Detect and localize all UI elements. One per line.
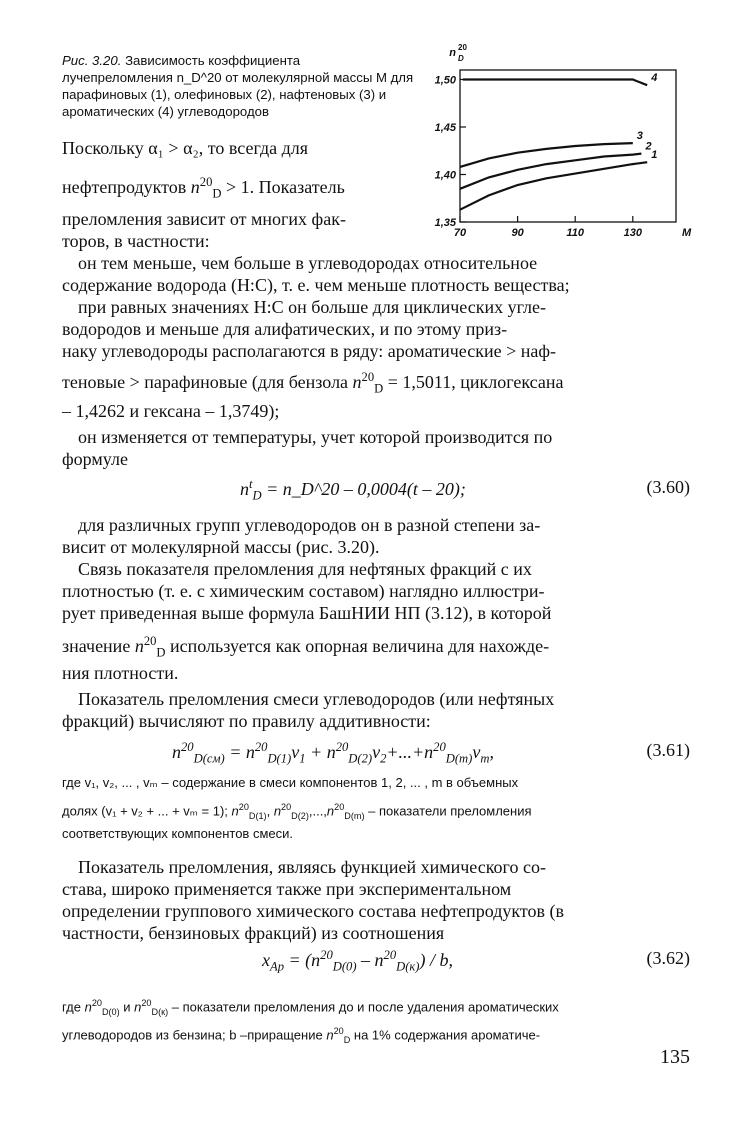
series-label-3: 3 bbox=[636, 130, 643, 143]
text-line: Показатель преломления, являясь функцией химического со- bbox=[78, 857, 546, 877]
y-tick-label: 1,40 bbox=[434, 169, 456, 182]
refraction-chart bbox=[418, 30, 718, 260]
text-line: става, широко применяется также при экспериментальном bbox=[62, 879, 512, 899]
text-line-part: используется как опорная величина для нахожде- bbox=[170, 636, 550, 656]
equation-3-61: $n^{20}_{D(см)} = n^{20}_{D(1)}v_1 + n^{20}_{D(2)}v_2+...+n^{20}_{D(m)}v_m$, bbox=[172, 740, 494, 766]
y-axis-label: n bbox=[449, 47, 456, 59]
text-line-part: теновые > парафиновые (для бензола bbox=[62, 372, 349, 392]
text-line: содержание водорода (Н:С), т. е. чем меньше плотность вещества; bbox=[62, 275, 570, 295]
equation-number: (3.60) bbox=[646, 477, 690, 497]
text-line: – 1,4262 и гексана – 1,3749); bbox=[62, 401, 280, 421]
text-line-part: = 1,5011, циклогексана bbox=[387, 372, 564, 392]
x-tick-label: 130 bbox=[623, 227, 642, 239]
page-number: 135 bbox=[660, 1046, 690, 1068]
series-line-4 bbox=[463, 80, 647, 86]
figure-caption bbox=[62, 52, 414, 120]
text-line: висит от молекулярной массы (рис. 3.20). bbox=[62, 537, 380, 557]
text-line: рует приведенная выше формула БашНИИ НП (3.12), в которой bbox=[62, 603, 552, 623]
text-line-part: – показатели преломления bbox=[368, 803, 532, 819]
text-line: нефтепродуктов $n^{20}_D > 1$. Показатель bbox=[62, 175, 345, 201]
text-line: определении группового химического состава нефтепродуктов (в bbox=[62, 901, 565, 921]
y-tick-label: 1,45 bbox=[434, 122, 456, 134]
text-line: он тем меньше, чем больше в углеводородах относительное bbox=[78, 253, 538, 273]
text-line: Показатель преломления смеси углеводородов (или нефтяных bbox=[78, 689, 555, 709]
text-line: частности, бензиновых фракций) из соотношения bbox=[62, 923, 445, 943]
text-line: плотностью (т. е. с химическим составом) наглядно иллюстри- bbox=[62, 581, 545, 601]
text-line-part: значение bbox=[62, 636, 131, 656]
text-line-part: нефтепродуктов bbox=[62, 177, 187, 197]
text-line: долях (v₁ + v₂ + ... + vₘ = 1); $n^{20}_{D(1)}$, $n^{20}_{D(2)},...,n^{20}_{D(m)}$ – показатели преломления bbox=[62, 802, 532, 821]
x-tick-label: 110 bbox=[566, 227, 584, 239]
text-line: формуле bbox=[62, 449, 128, 469]
equation-3-62: $x_{Ap} = (n^{20}_{D(0)} - n^{20}_{D(к)}) / b$, bbox=[262, 948, 453, 974]
text-line: где v₁, v₂, ... , vₘ – содержание в смеси компонентов 1, 2, ... , m в объемных bbox=[62, 775, 519, 790]
text-line: соответствующих компонентов смеси. bbox=[62, 826, 293, 841]
series-label-4: 4 bbox=[651, 72, 658, 85]
series-label-2: 2 bbox=[645, 140, 652, 153]
text-line: преломления зависит от многих фак- bbox=[62, 209, 346, 229]
equation-number: (3.61) bbox=[646, 740, 690, 760]
figure-caption-text: Зависимость коэффициента лучепреломления n_D^20 от молекулярной массы M для парафиновых (1), олефиновых (2), нафтеновых (3) и ароматических (4) углеводородов bbox=[62, 53, 414, 119]
text-line-part: углеводородов из бензина; b –приращение bbox=[62, 1027, 323, 1043]
x-axis-label: M bbox=[682, 227, 692, 239]
equation-number: (3.62) bbox=[646, 948, 690, 968]
text-line-part: > 1. Показатель bbox=[225, 177, 345, 197]
y-axis-label-sup: 20 bbox=[458, 43, 467, 52]
text-line: он изменяется от температуры, учет которой производится по bbox=[78, 427, 553, 447]
text-line-part: долях (v₁ + v₂ + ... + vₘ = 1); bbox=[62, 803, 228, 819]
text-line: теновые > парафиновые (для бензола $n^{20}_D = 1,5011$, циклогексана bbox=[62, 370, 564, 396]
text-line-part: на 1% содержания ароматиче- bbox=[353, 1027, 541, 1043]
equation-3-60: $n^t_D$ = n_D^20 – 0,0004(t – 20); bbox=[240, 477, 466, 503]
text-line-part: – показатели преломления до и после удаления ароматических bbox=[171, 999, 559, 1015]
text-line: водородов и меньше для алифатических, и по этому приз- bbox=[62, 319, 508, 339]
text-line: при равных значениях Н:С он больше для циклических угле- bbox=[78, 297, 547, 317]
text-line: значение $n^{20}_D$ используется как опорная величина для нахожде- bbox=[62, 634, 550, 660]
text-line: для различных групп углеводородов он в разной степени за- bbox=[78, 515, 541, 535]
y-tick-label: 1,35 bbox=[434, 217, 456, 229]
y-axis-label-sub: D bbox=[458, 54, 464, 63]
text-line: ния плотности. bbox=[62, 663, 179, 683]
text-line: наку углеводороды располагаются в ряду: ароматические > наф- bbox=[62, 341, 556, 361]
series-label-1: 1 bbox=[651, 149, 658, 162]
text-line: фракций) вычисляют по правилу аддитивности: bbox=[62, 711, 431, 731]
text-line: где $n^{20}_{D(0)}$ и $n^{20}_{D(к)}$ – показатели преломления до и после удаления ароматических bbox=[62, 998, 559, 1017]
x-tick-label: 70 bbox=[453, 227, 467, 239]
figure-label: Рис. 3.20. bbox=[62, 53, 122, 68]
text-line: торов, в частности: bbox=[62, 231, 210, 251]
series-line-1 bbox=[460, 162, 647, 210]
text-line: Поскольку α₁ > α₂, то всегда для bbox=[62, 138, 309, 158]
text-line: углеводородов из бензина; b –приращение $n^{20}_D$ на 1% содержания ароматиче- bbox=[62, 1026, 541, 1045]
x-tick-label: 90 bbox=[511, 227, 524, 239]
text-line: Связь показателя преломления для нефтяных фракций с их bbox=[78, 559, 532, 579]
y-tick-label: 1,50 bbox=[434, 74, 456, 87]
